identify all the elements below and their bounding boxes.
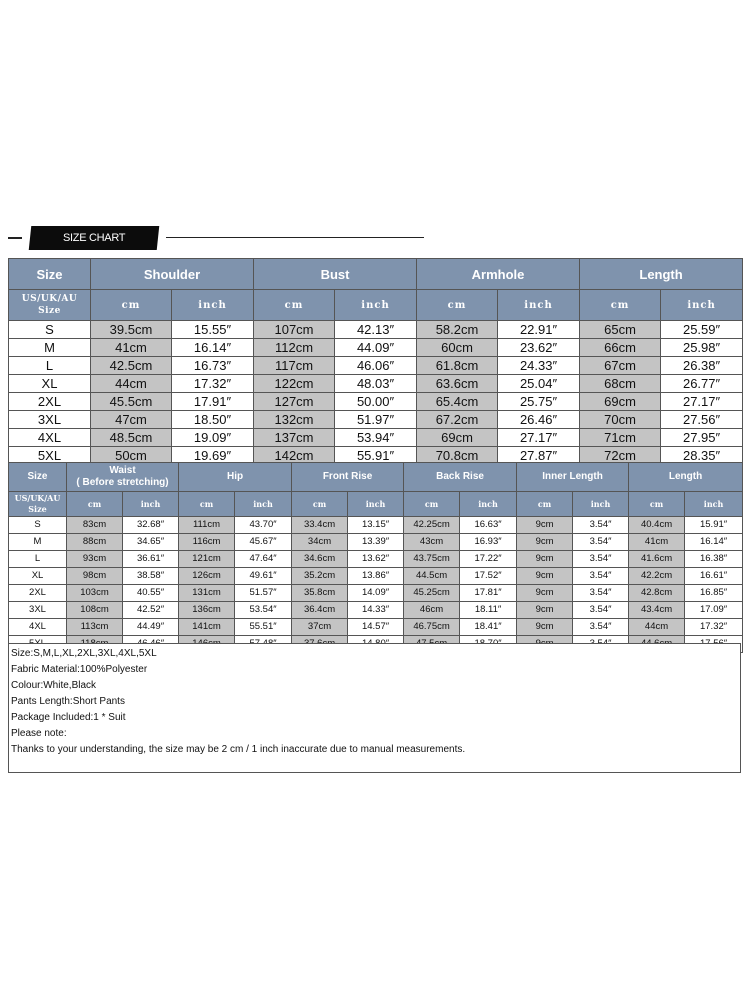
bottom_table-group-header-text: Hip [226, 471, 244, 482]
top_table-value-cell: 42.13″ [335, 321, 417, 339]
bottom_table-value-cell: 34.6cm [292, 551, 348, 568]
bottom_table-value-cell: 15.91″ [685, 517, 743, 534]
top_table-value-cell: 69cm [580, 393, 661, 411]
top_table-value-cell: 28.35″ [661, 447, 743, 465]
top_table-value-cell: 17.32″ [172, 375, 254, 393]
bottom_table-value-cell: 9cm [517, 619, 573, 636]
bottom_table-group-header-text: Back Rise [436, 471, 484, 482]
bottom_table-value-cell: 18.11″ [460, 602, 517, 619]
bottom_table-group-header-text: Length [668, 471, 703, 482]
top_table-value-cell: 70cm [580, 411, 661, 429]
top_table-value-cell: 127cm [254, 393, 335, 411]
top_table-size-cell: L [9, 357, 91, 375]
top_table-unit-header: inch [172, 290, 254, 321]
bottom_table-value-cell: 3.54″ [573, 551, 629, 568]
top_table-value-cell: 27.56″ [661, 411, 743, 429]
bottom_table-value-cell: 16.61″ [685, 568, 743, 585]
bottom_table-unit-header: inch [123, 492, 179, 517]
bottom_table-value-cell: 126cm [179, 568, 235, 585]
bottom_table-value-cell: 3.54″ [573, 619, 629, 636]
top_table-value-cell: 26.46″ [498, 411, 580, 429]
top_table-value-cell: 71cm [580, 429, 661, 447]
bottom_table-group-header-text: ( Before stretching) [76, 477, 169, 488]
top_table-value-cell: 44cm [91, 375, 172, 393]
top_table-value-cell: 65.4cm [417, 393, 498, 411]
top_table-size-cell: 4XL [9, 429, 91, 447]
bottom_table-value-cell: 16.85″ [685, 585, 743, 602]
top_table-value-cell: 19.09″ [172, 429, 254, 447]
top_table-value-cell: 142cm [254, 447, 335, 465]
bottom_table-value-cell: 121cm [179, 551, 235, 568]
top_table-value-cell: 25.04″ [498, 375, 580, 393]
top_table-value-cell: 132cm [254, 411, 335, 429]
bottom_table-value-cell: 9cm [517, 534, 573, 551]
bottom_table-size-cell: XL [9, 568, 67, 585]
bottom_table-value-cell: 33.4cm [292, 517, 348, 534]
top_table-row [9, 375, 743, 393]
top_table-group-header [254, 259, 417, 290]
bottom_table-row [9, 534, 743, 551]
bottom_table-size-header: Size [9, 463, 67, 492]
top_table-size-header: Size [9, 259, 91, 290]
bottom_table-row [9, 602, 743, 619]
bottom_table-group-header [67, 463, 179, 492]
top_table-size-cell: XL [9, 375, 91, 393]
bottom_table-unit-header: cm [629, 492, 685, 517]
top_table-value-cell: 39.5cm [91, 321, 172, 339]
top_table-row [9, 321, 743, 339]
top_table-row [9, 339, 743, 357]
top_table-value-cell: 47cm [91, 411, 172, 429]
bottom_table-region-size-header [9, 492, 67, 517]
bottom_table-group-header [404, 463, 517, 492]
bottom_table-value-cell: 113cm [67, 619, 123, 636]
top_table-unit-header: cm [254, 290, 335, 321]
top_table-unit-header: cm [417, 290, 498, 321]
bottom_table-unit-header: inch [235, 492, 292, 517]
bottom_table-value-cell: 53.54″ [235, 602, 292, 619]
bottom_table-value-cell: 103cm [67, 585, 123, 602]
bottom_table-row [9, 585, 743, 602]
top_table-value-cell: 63.6cm [417, 375, 498, 393]
bottom_table-value-cell: 13.62″ [348, 551, 404, 568]
top_table-value-cell: 48.03″ [335, 375, 417, 393]
top_table-size-cell: 2XL [9, 393, 91, 411]
bottom_table-value-cell: 13.39″ [348, 534, 404, 551]
top_table-value-cell: 16.73″ [172, 357, 254, 375]
bottom_table-value-cell: 3.54″ [573, 585, 629, 602]
note-measurement-disclaimer: Thanks to your understanding, the size may be 2 cm / 1 inch inaccurate due to manual measurements. [11, 744, 466, 755]
bottom_table-value-cell: 17.09″ [685, 602, 743, 619]
top-size-table [8, 258, 743, 465]
bottom_table-value-cell: 44.5cm [404, 568, 460, 585]
bottom_table-value-cell: 88cm [67, 534, 123, 551]
bottom_table-value-cell: 55.51″ [235, 619, 292, 636]
top_table-value-cell: 24.33″ [498, 357, 580, 375]
note-please-note: Please note: [11, 728, 67, 739]
bottom_table-value-cell: 36.4cm [292, 602, 348, 619]
top_table-value-cell: 50.00″ [335, 393, 417, 411]
top_table-value-cell: 68cm [580, 375, 661, 393]
top_table-unit-header: inch [335, 290, 417, 321]
bottom_table-unit-header: cm [179, 492, 235, 517]
bottom_table-value-cell: 47.64″ [235, 551, 292, 568]
top_table-value-cell: 66cm [580, 339, 661, 357]
top_table-value-cell: 26.38″ [661, 357, 743, 375]
bottom_table-value-cell: 45.25cm [404, 585, 460, 602]
bottom_table-group-header-row [9, 463, 743, 492]
bottom_table-value-cell: 16.63″ [460, 517, 517, 534]
bottom_table-value-cell: 93cm [67, 551, 123, 568]
bottom_table-value-cell: 18.41″ [460, 619, 517, 636]
bottom_table-value-cell: 3.54″ [573, 517, 629, 534]
top_table-unit-row [9, 290, 743, 321]
bottom_table-size-cell: 3XL [9, 602, 67, 619]
bottom_table-value-cell: 40.4cm [629, 517, 685, 534]
bottom_table-value-cell: 17.32″ [685, 619, 743, 636]
top_table-value-cell: 48.5cm [91, 429, 172, 447]
product-notes [8, 643, 741, 773]
bottom_table-group-header-text: Inner Length [542, 471, 603, 482]
top_table-value-cell: 112cm [254, 339, 335, 357]
top_table-group-header-text: Armhole [471, 266, 525, 282]
top_table-value-cell: 58.2cm [417, 321, 498, 339]
bottom_table-value-cell: 42.2cm [629, 568, 685, 585]
bottom_table-region-size-text: US/UK/AU [14, 493, 61, 503]
bottom_table-group-header [517, 463, 629, 492]
top_table-value-cell: 70.8cm [417, 447, 498, 465]
top_table-value-cell: 72cm [580, 447, 661, 465]
top_table-size-cell: 3XL [9, 411, 91, 429]
bottom_table-value-cell: 16.93″ [460, 534, 517, 551]
bottom_table-unit-header: cm [404, 492, 460, 517]
top_table-group-header-text: Length [639, 266, 683, 282]
top_table-group-header-row [9, 259, 743, 290]
bottom_table-value-cell: 32.68″ [123, 517, 179, 534]
bottom_table-row [9, 619, 743, 636]
bottom_table-value-cell: 46.75cm [404, 619, 460, 636]
note-fabric: Fabric Material:100%Polyester [11, 664, 148, 675]
bottom_table-unit-header: cm [67, 492, 123, 517]
bottom_table-value-cell: 9cm [517, 585, 573, 602]
bottom_table-size-cell: M [9, 534, 67, 551]
bottom_table-value-cell: 3.54″ [573, 534, 629, 551]
top_table-value-cell: 42.5cm [91, 357, 172, 375]
bottom_table-value-cell: 41.6cm [629, 551, 685, 568]
bottom_table-value-cell: 14.09″ [348, 585, 404, 602]
top_table-value-cell: 25.75″ [498, 393, 580, 411]
top_table-value-cell: 117cm [254, 357, 335, 375]
banner-label-box [29, 226, 160, 250]
bottom_table-value-cell: 108cm [67, 602, 123, 619]
bottom_table-value-cell: 9cm [517, 551, 573, 568]
top_table-value-cell: 107cm [254, 321, 335, 339]
top_table-unit-header: cm [580, 290, 661, 321]
bottom_table-group-header [629, 463, 743, 492]
top_table-value-cell: 25.59″ [661, 321, 743, 339]
bottom_table-value-cell: 51.57″ [235, 585, 292, 602]
top_table-value-cell: 15.55″ [172, 321, 254, 339]
bottom_table-value-cell: 49.61″ [235, 568, 292, 585]
top_table-size-cell: M [9, 339, 91, 357]
top_table-group-header [91, 259, 254, 290]
bottom_table-value-cell: 16.14″ [685, 534, 743, 551]
top_table-value-cell: 27.17″ [498, 429, 580, 447]
top_table-group-header [580, 259, 743, 290]
top_table-value-cell: 60cm [417, 339, 498, 357]
bottom_table-size-cell: 2XL [9, 585, 67, 602]
top_table-value-cell: 44.09″ [335, 339, 417, 357]
bottom_table-value-cell: 9cm [517, 568, 573, 585]
top_table-unit-header: inch [498, 290, 580, 321]
bottom_table-group-header-text: Waist [109, 465, 136, 476]
top_table-row [9, 357, 743, 375]
bottom_table-unit-header: inch [348, 492, 404, 517]
bottom_table-value-cell: 13.15″ [348, 517, 404, 534]
top_table-value-cell: 67cm [580, 357, 661, 375]
bottom_table-value-cell: 17.81″ [460, 585, 517, 602]
top_table-value-cell: 22.91″ [498, 321, 580, 339]
top_table-value-cell: 122cm [254, 375, 335, 393]
top_table-value-cell: 27.95″ [661, 429, 743, 447]
top_table-unit-header: cm [91, 290, 172, 321]
bottom_table-value-cell: 44.49″ [123, 619, 179, 636]
top_table-row [9, 411, 743, 429]
bottom_table-value-cell: 34cm [292, 534, 348, 551]
top_table-value-cell: 61.8cm [417, 357, 498, 375]
bottom_table-value-cell: 42.8cm [629, 585, 685, 602]
top_table-value-cell: 16.14″ [172, 339, 254, 357]
bottom_table-value-cell: 17.52″ [460, 568, 517, 585]
top_table-row [9, 429, 743, 447]
bottom_table-row [9, 551, 743, 568]
bottom_table-group-header [179, 463, 292, 492]
top_table-row [9, 393, 743, 411]
bottom_table-value-cell: 111cm [179, 517, 235, 534]
bottom_table-row [9, 568, 743, 585]
top_table-value-cell: 19.69″ [172, 447, 254, 465]
bottom_table-value-cell: 36.61″ [123, 551, 179, 568]
bottom_table-value-cell: 16.38″ [685, 551, 743, 568]
top_table-value-cell: 55.91″ [335, 447, 417, 465]
bottom_table-size-cell: S [9, 517, 67, 534]
bottom_table-value-cell: 43.4cm [629, 602, 685, 619]
bottom_table-value-cell: 45.67″ [235, 534, 292, 551]
banner-dash [8, 237, 22, 239]
note-colour: Colour:White,Black [11, 680, 97, 691]
bottom_table-value-cell: 43cm [404, 534, 460, 551]
top_table-unit-header: inch [661, 290, 743, 321]
top_table-value-cell: 27.87″ [498, 447, 580, 465]
bottom_table-value-cell: 42.25cm [404, 517, 460, 534]
top_table-group-header [417, 259, 580, 290]
top_table-region-size-text: US/UK/AU [21, 294, 78, 304]
bottom_table-value-cell: 136cm [179, 602, 235, 619]
bottom_table-value-cell: 37cm [292, 619, 348, 636]
bottom_table-value-cell: 46cm [404, 602, 460, 619]
bottom_table-region-size-text: Size [28, 504, 47, 514]
top_table-value-cell: 46.06″ [335, 357, 417, 375]
bottom_table-value-cell: 14.57″ [348, 619, 404, 636]
bottom_table-value-cell: 40.55″ [123, 585, 179, 602]
bottom_table-value-cell: 13.86″ [348, 568, 404, 585]
bottom_table-value-cell: 9cm [517, 602, 573, 619]
bottom_table-value-cell: 116cm [179, 534, 235, 551]
top_table-value-cell: 65cm [580, 321, 661, 339]
bottom_table-value-cell: 35.8cm [292, 585, 348, 602]
top_table-value-cell: 50cm [91, 447, 172, 465]
top_table-region-size-header [9, 290, 91, 321]
top_table-value-cell: 23.62″ [498, 339, 580, 357]
bottom_table-value-cell: 9cm [517, 517, 573, 534]
bottom_table-unit-header: inch [460, 492, 517, 517]
top_table-value-cell: 18.50″ [172, 411, 254, 429]
bottom_table-value-cell: 41cm [629, 534, 685, 551]
top_table-value-cell: 27.17″ [661, 393, 743, 411]
banner-rule [166, 237, 424, 238]
bottom_table-value-cell: 35.2cm [292, 568, 348, 585]
note-package: Package Included:1 * Suit [11, 712, 126, 723]
bottom_table-value-cell: 131cm [179, 585, 235, 602]
bottom_table-group-header-text: Front Rise [322, 471, 373, 482]
top_table-value-cell: 25.98″ [661, 339, 743, 357]
bottom_table-value-cell: 83cm [67, 517, 123, 534]
bottom_table-value-cell: 3.54″ [573, 568, 629, 585]
bottom_table-row [9, 517, 743, 534]
top_table-value-cell: 45.5cm [91, 393, 172, 411]
top_table-value-cell: 17.91″ [172, 393, 254, 411]
bottom_table-unit-row [9, 492, 743, 517]
bottom_table-value-cell: 141cm [179, 619, 235, 636]
bottom_table-value-cell: 43.75cm [404, 551, 460, 568]
bottom_table-unit-header: inch [573, 492, 629, 517]
bottom-size-table [8, 462, 743, 653]
bottom_table-unit-header: cm [292, 492, 348, 517]
top_table-value-cell: 41cm [91, 339, 172, 357]
note-pants-length: Pants Length:Short Pants [11, 696, 125, 707]
bottom_table-value-cell: 3.54″ [573, 602, 629, 619]
bottom_table-unit-header: inch [685, 492, 743, 517]
top_table-value-cell: 51.97″ [335, 411, 417, 429]
top_table-value-cell: 67.2cm [417, 411, 498, 429]
bottom_table-value-cell: 34.65″ [123, 534, 179, 551]
top_table-value-cell: 26.77″ [661, 375, 743, 393]
top_table-group-header-text: Bust [320, 266, 350, 282]
bottom_table-value-cell: 17.22″ [460, 551, 517, 568]
bottom_table-size-cell: L [9, 551, 67, 568]
note-sizes: Size:S,M,L,XL,2XL,3XL,4XL,5XL [11, 648, 157, 659]
banner-label: SIZE CHART [62, 232, 126, 244]
bottom_table-value-cell: 43.70″ [235, 517, 292, 534]
top_table-region-size-text: Size [38, 306, 61, 316]
bottom_table-value-cell: 44cm [629, 619, 685, 636]
top_table-group-header-text: Shoulder [143, 266, 201, 282]
bottom_table-value-cell: 38.58″ [123, 568, 179, 585]
top_table-value-cell: 137cm [254, 429, 335, 447]
top_table-value-cell: 69cm [417, 429, 498, 447]
bottom_table-group-header [292, 463, 404, 492]
top_table-size-cell: S [9, 321, 91, 339]
top_table-size-cell: 5XL [9, 447, 91, 465]
top_table-value-cell: 53.94″ [335, 429, 417, 447]
size-chart-banner [8, 222, 428, 254]
bottom_table-value-cell: 14.33″ [348, 602, 404, 619]
bottom_table-unit-header: cm [517, 492, 573, 517]
bottom_table-value-cell: 42.52″ [123, 602, 179, 619]
bottom_table-size-cell: 4XL [9, 619, 67, 636]
bottom_table-value-cell: 98cm [67, 568, 123, 585]
